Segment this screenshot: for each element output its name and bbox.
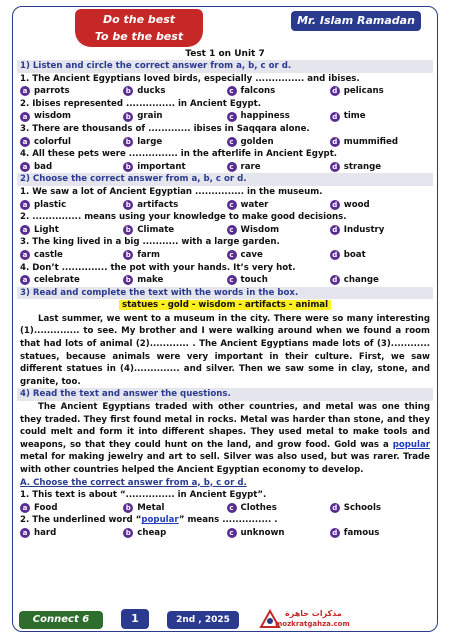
option-letter-bubble: c — [227, 162, 237, 172]
question-text: 1. We saw a lot of Ancient Egyptian ............... in the museum. — [20, 186, 323, 197]
question-options — [17, 274, 433, 287]
answer-option[interactable] — [20, 136, 123, 149]
question-options — [17, 110, 433, 123]
reading-question-1: 1. This text is about “............... in Ancient Egypt”. — [20, 490, 267, 501]
reading-question-2 — [17, 514, 433, 527]
answer-option[interactable] — [330, 249, 433, 262]
option-letter-bubble: c — [227, 250, 237, 260]
option-text: castle — [34, 249, 63, 260]
answer-option[interactable] — [227, 85, 330, 98]
option-text: wood — [343, 199, 370, 210]
answer-option[interactable] — [227, 502, 330, 515]
option-letter-bubble: d — [330, 200, 340, 210]
option-letter-bubble: d — [330, 86, 340, 96]
option-text: touch — [240, 275, 268, 286]
mcq-sections — [17, 60, 433, 287]
option-letter-bubble: a — [20, 503, 30, 513]
question-options — [17, 199, 433, 212]
question-text: 1. The Ancient Egyptians loved birds, especially ............... and ibises. — [20, 73, 360, 84]
option-letter-bubble: a — [20, 112, 30, 122]
option-text: Metal — [137, 502, 165, 513]
answer-option[interactable] — [20, 274, 123, 287]
option-letter-bubble: a — [20, 528, 30, 538]
option-text: Clothes — [240, 502, 277, 513]
option-text: Climate — [137, 224, 175, 235]
answer-option[interactable] — [123, 199, 226, 212]
section-3-title: 3) Read and complete the text with the words in the box. — [17, 287, 433, 300]
brand-site: mozkratgahza.com — [275, 620, 350, 628]
answer-option[interactable] — [123, 249, 226, 262]
answer-option[interactable] — [20, 249, 123, 262]
option-letter-bubble: d — [330, 528, 340, 538]
section-4a-title: A. Choose the correct answer from a, b, c or d. — [20, 477, 247, 488]
option-letter-bubble: a — [20, 200, 30, 210]
answer-option[interactable] — [227, 136, 330, 149]
worksheet-content — [17, 60, 433, 540]
option-letter-bubble: c — [227, 528, 237, 538]
section-3-text — [17, 313, 433, 389]
option-text: Light — [34, 224, 59, 235]
option-letter-bubble: b — [123, 200, 133, 210]
option-text: time — [343, 111, 366, 122]
question-text: 2. Ibises represented ............... in Ancient Egypt. — [20, 98, 262, 109]
test-title: Test 1 on Unit 7 — [185, 49, 265, 59]
option-text: grain — [137, 111, 163, 122]
option-text: plastic — [34, 199, 67, 210]
answer-option[interactable] — [330, 274, 433, 287]
option-letter-bubble: c — [227, 503, 237, 513]
option-text: famous — [343, 527, 380, 538]
option-letter-bubble: a — [20, 225, 30, 235]
option-letter-bubble: c — [227, 112, 237, 122]
option-text: golden — [240, 136, 274, 147]
option-letter-bubble: d — [330, 250, 340, 260]
option-text: Schools — [343, 502, 382, 513]
answer-option[interactable] — [20, 85, 123, 98]
option-letter-bubble: b — [123, 112, 133, 122]
option-text: bad — [34, 161, 53, 172]
answer-option[interactable] — [123, 274, 226, 287]
question-text: 4. Don’t .............. the pot with your hands. It’s very hot. — [20, 262, 296, 273]
option-letter-bubble: c — [227, 137, 237, 147]
option-text: make — [137, 275, 164, 286]
answer-option[interactable] — [330, 224, 433, 237]
answer-option[interactable] — [20, 502, 123, 515]
reading-question-2-start: 2. The underlined word “ — [20, 515, 142, 526]
option-text: water — [240, 199, 269, 210]
option-text: Industry — [343, 224, 385, 235]
reading-question-1-options — [17, 502, 433, 515]
option-letter-bubble: d — [330, 503, 340, 513]
option-letter-bubble: d — [330, 225, 340, 235]
option-letter-bubble: b — [123, 162, 133, 172]
option-text: change — [343, 275, 379, 286]
option-letter-bubble: d — [330, 275, 340, 285]
option-text: hard — [34, 527, 57, 538]
answer-option[interactable] — [330, 502, 433, 515]
option-text: artifacts — [137, 199, 179, 210]
option-text: farm — [137, 249, 160, 260]
answer-option[interactable] — [227, 224, 330, 237]
reading-text-end: metal for making jewelry and art to sell. Silver was also used, but was rarer. Trade with other countries helped the Ancient Egyptian economy to develop. — [20, 452, 430, 475]
option-letter-bubble: a — [20, 275, 30, 285]
word-box — [17, 299, 433, 312]
option-letter-bubble: c — [227, 225, 237, 235]
page-number: 1 — [121, 609, 149, 629]
motto-line-2: To be the best — [94, 30, 184, 43]
option-text: cave — [240, 249, 263, 260]
answer-option[interactable] — [227, 249, 330, 262]
footer — [13, 609, 437, 631]
worksheet-page — [12, 6, 438, 632]
option-text: important — [137, 161, 186, 172]
option-text: cheap — [137, 527, 167, 538]
answer-option[interactable] — [330, 199, 433, 212]
option-text: parrots — [34, 86, 70, 97]
question-text: 2. ............... means using your knowledge to make good decisions. — [20, 212, 347, 223]
option-letter-bubble: c — [227, 86, 237, 96]
answer-option[interactable] — [227, 110, 330, 123]
answer-option[interactable] — [123, 224, 226, 237]
option-text: Wisdom — [240, 224, 280, 235]
option-text: Food — [34, 502, 58, 513]
option-letter-bubble: b — [123, 86, 133, 96]
option-letter-bubble: b — [123, 275, 133, 285]
answer-option[interactable] — [123, 502, 226, 515]
answer-option[interactable] — [123, 110, 226, 123]
word-box-text: statues - gold - wisdom - artifacts - animal — [119, 300, 331, 310]
question-options — [17, 249, 433, 262]
reading-question-2-word: popular — [141, 515, 179, 526]
teacher-banner: Mr. Islam Ramadan — [291, 11, 421, 31]
answer-option[interactable] — [20, 110, 123, 123]
option-letter-bubble: a — [20, 137, 30, 147]
option-text: colorful — [34, 136, 71, 147]
option-letter-bubble: d — [330, 137, 340, 147]
option-letter-bubble: b — [123, 250, 133, 260]
question-text: 3. The king lived in a big ........... with a large garden. — [20, 237, 280, 248]
answer-option[interactable] — [123, 85, 226, 98]
option-text: unknown — [240, 527, 285, 538]
option-letter-bubble: b — [123, 225, 133, 235]
option-text: happiness — [240, 111, 290, 122]
question-text: 3. There are thousands of ............. ibises in Saqqara alone. — [20, 123, 310, 134]
answer-option[interactable] — [227, 199, 330, 212]
question-options — [17, 224, 433, 237]
option-text: pelicans — [343, 86, 384, 97]
question-text: 4. All these pets were ............... in the afterlife in Ancient Egypt. — [20, 149, 338, 160]
option-letter-bubble: b — [123, 137, 133, 147]
answer-option[interactable] — [123, 161, 226, 174]
option-letter-bubble: b — [123, 528, 133, 538]
answer-option[interactable] — [227, 527, 330, 540]
answer-option[interactable] — [20, 527, 123, 540]
reading-text-start: The Ancient Egyptians traded with other countries, and metal was one thing they traded. They first found metal in rocks. Metal was harder than stone, and they could melt and form it into different shapes. They used metal to make tools and weapons, so that they could hunt on the land, and grow food. Gold was a — [20, 402, 430, 450]
motto-banner — [75, 9, 203, 47]
answer-option[interactable] — [20, 161, 123, 174]
question-options — [17, 161, 433, 174]
brand-name: مذكرات جاهزة — [285, 609, 342, 618]
term-label: 2nd , 2025 — [167, 611, 239, 629]
option-text: strange — [343, 161, 382, 172]
question-options — [17, 136, 433, 149]
answer-option[interactable] — [227, 274, 330, 287]
option-text: ducks — [137, 86, 166, 97]
option-text: mummified — [343, 136, 399, 147]
option-letter-bubble: a — [20, 162, 30, 172]
option-letter-bubble: d — [330, 162, 340, 172]
option-text: boat — [343, 249, 366, 260]
option-letter-bubble: b — [123, 503, 133, 513]
option-text: large — [137, 136, 163, 147]
answer-option[interactable] — [227, 161, 330, 174]
option-letter-bubble: d — [330, 112, 340, 122]
reading-question-2-options — [17, 527, 433, 540]
reading-question-2-end: ” means ............... . — [178, 515, 278, 526]
answer-option[interactable] — [20, 199, 123, 212]
question-options — [17, 85, 433, 98]
option-letter-bubble: a — [20, 250, 30, 260]
option-letter-bubble: a — [20, 86, 30, 96]
option-letter-bubble: c — [227, 275, 237, 285]
section-3-paragraph: Last summer, we went to a museum in the city. There were so many interesting (1).............. to see. My brother and I were walking around when we found a room that had lots of animal (2)............ . The Ancient Egyptians made lots of (3)............ statues, because animals were very important in their culture. First, we saw different statues in (4).............. and silver. Then we saw some in clay, stone, and granite, too. — [20, 313, 430, 387]
section-2-title: 2) Choose the correct answer from a, b, c or d. — [17, 173, 433, 186]
answer-option[interactable] — [123, 527, 226, 540]
answer-option[interactable] — [330, 161, 433, 174]
answer-option[interactable] — [123, 136, 226, 149]
answer-option[interactable] — [330, 85, 433, 98]
answer-option[interactable] — [330, 136, 433, 149]
section-1-title: 1) Listen and circle the correct answer from a, b, c or d. — [17, 60, 433, 73]
motto-line-1: Do the best — [102, 13, 176, 26]
book-label: Connect 6 — [19, 611, 103, 629]
option-text: celebrate — [34, 275, 80, 286]
option-text: wisdom — [34, 111, 72, 122]
section-4-title: 4) Read the text and answer the questions. — [17, 388, 433, 401]
popular-word: popular — [392, 439, 430, 450]
answer-option[interactable] — [330, 110, 433, 123]
section-4-text — [17, 401, 433, 477]
answer-option[interactable] — [330, 527, 433, 540]
option-text: falcons — [240, 86, 276, 97]
answer-option[interactable] — [20, 224, 123, 237]
option-letter-bubble: c — [227, 200, 237, 210]
option-text: rare — [240, 161, 261, 172]
